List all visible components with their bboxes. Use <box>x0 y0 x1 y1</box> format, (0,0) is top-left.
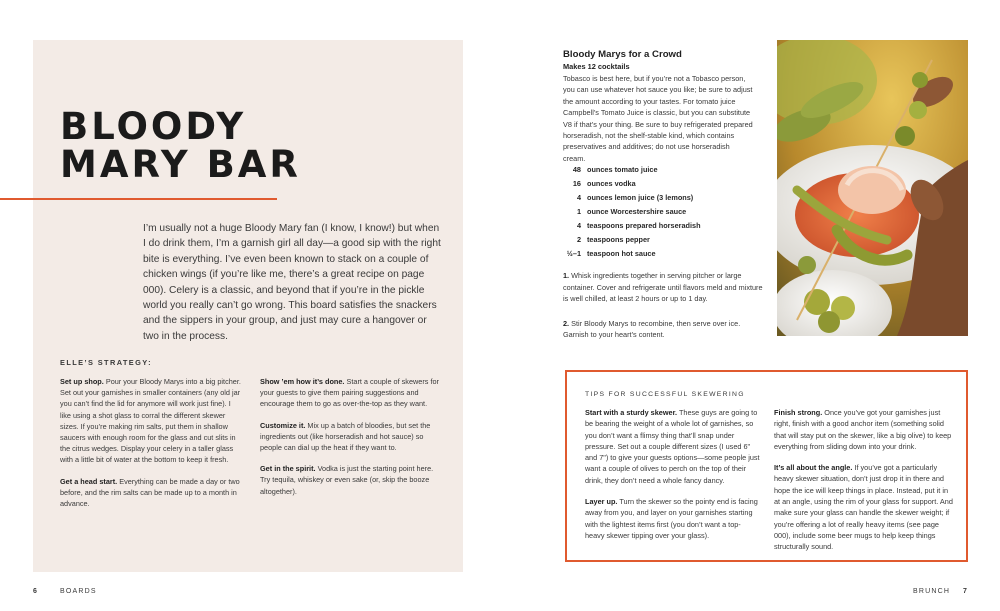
recipe-step <box>563 270 763 305</box>
step-text: Whisk ingredients together in serving pitcher or large container. Cover and refrigerate until flavors meld and mixture is well chilled, at least 2 hours or up to 1 day. <box>563 271 763 304</box>
strategy-lead: Customize it. <box>260 420 306 430</box>
ingredient-qty: 48 <box>572 164 581 174</box>
strategy-column-1 <box>60 376 243 519</box>
title-line-1: BLOODY <box>60 105 247 148</box>
ingredient-item: ounce Worcestershire sauce <box>587 206 687 216</box>
ingredient-item: ounces lemon juice (3 lemons) <box>587 192 694 202</box>
recipe-steps <box>563 270 763 354</box>
step-number: 2. <box>563 318 570 328</box>
recipe-step <box>563 318 763 341</box>
strategy-text: Start a couple of skewers for your guests to give them pairing suggestions and encourage them to go as over-the-top as they want. <box>260 377 439 409</box>
strategy-item <box>260 420 442 454</box>
strategy-lead: Get in the spirit. <box>260 464 316 474</box>
ingredient-qty: 1 <box>576 206 581 216</box>
tip-lead: Layer up. <box>585 497 618 507</box>
tip-item <box>774 462 954 552</box>
tip-item <box>585 496 760 541</box>
strategy-text: Mix up a batch of bloodies, but set the ingredients out (like horseradish and hot sauce) so people can dial up the heat if they want to. <box>260 420 431 453</box>
recipe-note: Tobasco is best here, but if you’re not a Tobasco person, you can use whatever hot sauce you like; be sure to adjust the amount according to your tastes. For tomato juice Campbell’s Tomato Juice is classic, but you can substitute V8 if that’s your thing. Be sure to buy refrigerated prepared horseradish, not the shelf-stable kind, which contains preservatives and additives; do not use horseradish cream. <box>563 74 753 163</box>
ingredient-item: ounces vodka <box>587 178 636 188</box>
page-title <box>60 105 301 186</box>
ingredient-list <box>563 162 763 261</box>
ingredient-qty: 16 <box>572 178 581 188</box>
photo-illustration <box>777 40 968 336</box>
recipe-title: Bloody Marys for a Crowd <box>563 49 682 60</box>
tip-item <box>585 407 760 486</box>
strategy-column-2 <box>260 376 442 507</box>
ingredient-row <box>563 204 763 218</box>
section-label-left: BOARDS <box>60 588 97 595</box>
strategy-lead: Get a head start. <box>60 476 118 486</box>
tips-box <box>565 370 968 562</box>
ingredient-row <box>563 190 763 204</box>
tip-lead: Start with a sturdy skewer. <box>585 408 678 417</box>
page-number-right: 7 <box>963 588 969 595</box>
tip-text: Turn the skewer so the pointy end is facing away from you, and layer on your garnishes starting with the lightest items first (you don’t want a top-heavy skewer tipping over your glass). <box>585 497 758 540</box>
strategy-lead: Set up shop. <box>60 377 104 386</box>
ingredient-item: teaspoon hot sauce <box>587 249 656 259</box>
strategy-item <box>260 376 442 410</box>
ingredient-qty: 2 <box>576 235 581 245</box>
strategy-text: Vodka is just the starting point here. Try tequila, whiskey or even sake (or, skip the booze altogether). <box>260 464 434 496</box>
recipe-header <box>563 49 763 164</box>
tip-text: Once you’ve got your garnishes just right, finish with a good anchor item (something solid that will stay put on the skewer, like a big olive) to keep everything from sliding down into your drink. <box>774 408 952 451</box>
strategy-item <box>60 376 243 466</box>
tip-lead: Finish strong. <box>774 408 823 417</box>
ingredient-row <box>563 232 763 246</box>
ingredient-row <box>563 218 763 232</box>
recipe-yield: Makes 12 cocktails <box>563 62 630 71</box>
tip-text: If you’ve got a particularly heavy skewer situation, don’t just drop it in there and hope the ice will keep things in place. Instead, put it in at an angle, using the rim of your glass for support. And make sure your glass can handle the skewer weight; if you’re offering a lot of really heavy items (see page 000), include some beer mugs to help keep things structurally sound. <box>774 463 953 552</box>
page-number-left: 6 <box>33 588 39 595</box>
ingredient-item: ounces tomato juice <box>587 164 658 174</box>
strategy-heading: ELLE’S STRATEGY: <box>60 358 152 367</box>
ingredient-qty: 4 <box>576 220 581 230</box>
ingredient-qty: ½–1 <box>566 249 581 259</box>
strategy-text: Pour your Bloody Marys into a big pitcher. Set out your garnishes in smaller containers (any old jar you can’t find the lid for anymore will work just fine). I like using a shot glass to corral the different skewer sizes. If you’re making rim salts, put them in shallow saucers with enough room for the glass and cut slits in the citrus wedges. Display your celery in a taller glass with a little bit of water at the bottom to keep it fresh. <box>60 377 241 465</box>
tips-column-1 <box>585 407 760 551</box>
ingredient-qty: 4 <box>576 192 581 202</box>
ingredient-row <box>563 176 763 190</box>
ingredient-row <box>563 162 763 176</box>
strategy-item <box>60 476 243 510</box>
ingredient-item: teaspoons pepper <box>587 235 650 245</box>
section-label-right: BRUNCH <box>913 588 951 595</box>
tip-text: These guys are going to be bearing the weight of a whole lot of garnishes, so you don’t want a flimsy thing that’ll snap under pressure. Set out a couple different sizes (I used 6" and 7") to give your guests options—some people just want a couple of olives to perch on the top of their drink, they don’t need a whole fancy dancy. <box>585 408 760 485</box>
title-line-2: MARY BAR <box>60 143 301 186</box>
ingredient-row <box>563 247 763 261</box>
intro-paragraph: I’m usually not a huge Bloody Mary fan (I know, I know!) but when I do drink them, I’m a garnish girl all day—a good sip with the right bite is everything. I’ve even been known to stack on a couple of chicken wings (if you’re like me, there’s a great recipe on page 000). Celery is a classic, and beyond that if you’re in the pickle world you really can’t go wrong. This board satisfies the snackers and the sippers in your group, and just may cure a hangover or two in the process. <box>143 223 441 342</box>
strategy-lead: Show ’em how it’s done. <box>260 377 345 386</box>
tips-column-2 <box>774 407 954 563</box>
tips-heading: TIPS FOR SUCCESSFUL SKEWERING <box>585 391 745 398</box>
bloody-mary-garnish-photo <box>777 40 968 336</box>
step-number: 1. <box>563 271 570 280</box>
accent-rule <box>0 198 277 200</box>
strategy-text: Everything can be made a day or two before, and the rim salts can be made up to a month in advance. <box>60 476 240 509</box>
tip-item <box>774 407 954 452</box>
step-text: Stir Bloody Marys to recombine, then serve over ice. Garnish to your heart’s content. <box>563 318 741 340</box>
tip-lead: It’s all about the angle. <box>774 463 853 473</box>
ingredient-item: teaspoons prepared horseradish <box>587 220 701 230</box>
strategy-item <box>260 463 442 497</box>
